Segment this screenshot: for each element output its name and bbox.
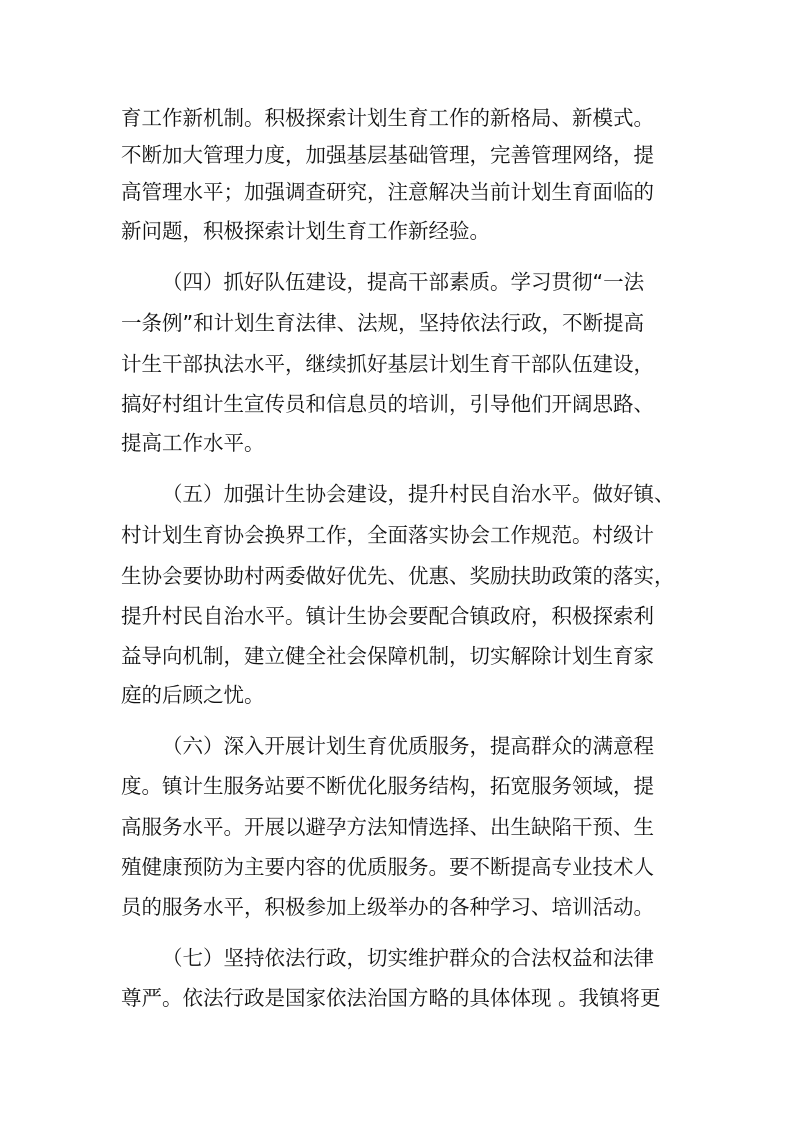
text-line: 殖健康预防为主要内容的优质服务。要不断提高专业技术人	[121, 855, 654, 879]
text-line: 度。镇计生服务站要不断优化服务结构，拓宽服务领域，提	[121, 774, 654, 798]
text-line: （四）抓好队伍建设，提高干部素质。学习贯彻“一法	[162, 270, 645, 294]
text-line: 高管理水平；加强调查研究，注意解决当前计划生育面临的	[121, 180, 654, 204]
text-line: 尊严。依法行政是国家依法治国方略的具体体现 。我镇将更	[121, 986, 661, 1010]
text-line: 育工作新机制。积极探索计划生育工作的新格局、新模式。	[121, 106, 654, 130]
text-line: 员的服务水平，积极参加上级举办的各种学习、培训活动。	[121, 895, 654, 919]
text-line: 提升村民自治水平。镇计生协会要配合镇政府，积极探索利	[121, 604, 654, 628]
text-line: 一条例”和计划生育法律、法规，坚持依法行政，不断提高	[121, 311, 645, 335]
text-line: 搞好村组计生宣传员和信息员的培训，引导他们开阔思路、	[121, 392, 654, 416]
text-line: 提高工作水平。	[121, 431, 265, 455]
text-line: 计生干部执法水平，继续抓好基层计划生育干部队伍建设，	[121, 352, 654, 376]
text-line: 新问题，积极探索计划生育工作新经验。	[121, 219, 490, 243]
text-line: 村计划生育协会换界工作，全面落实协会工作规范。村级计	[121, 523, 654, 547]
text-line: （五）加强计生协会建设，提升村民自治水平。做好镇、	[162, 482, 675, 506]
text-line: 生协会要协助村两委做好优先、优惠、奖励扶助政策的落实，	[121, 564, 675, 588]
text-line: （六）深入开展计划生育优质服务，提高群众的满意程	[162, 734, 654, 758]
text-line: 庭的后顾之忧。	[121, 683, 265, 707]
text-line: 高服务水平。开展以避孕方法知情选择、出生缺陷干预、生	[121, 815, 654, 839]
text-line: （七）坚持依法行政，切实维护群众的合法权益和法律	[162, 946, 654, 970]
text-line: 益导向机制，建立健全社会保障机制，切实解除计划生育家	[121, 644, 654, 668]
text-line: 不断加大管理力度，加强基层基础管理，完善管理网络，提	[121, 143, 654, 167]
